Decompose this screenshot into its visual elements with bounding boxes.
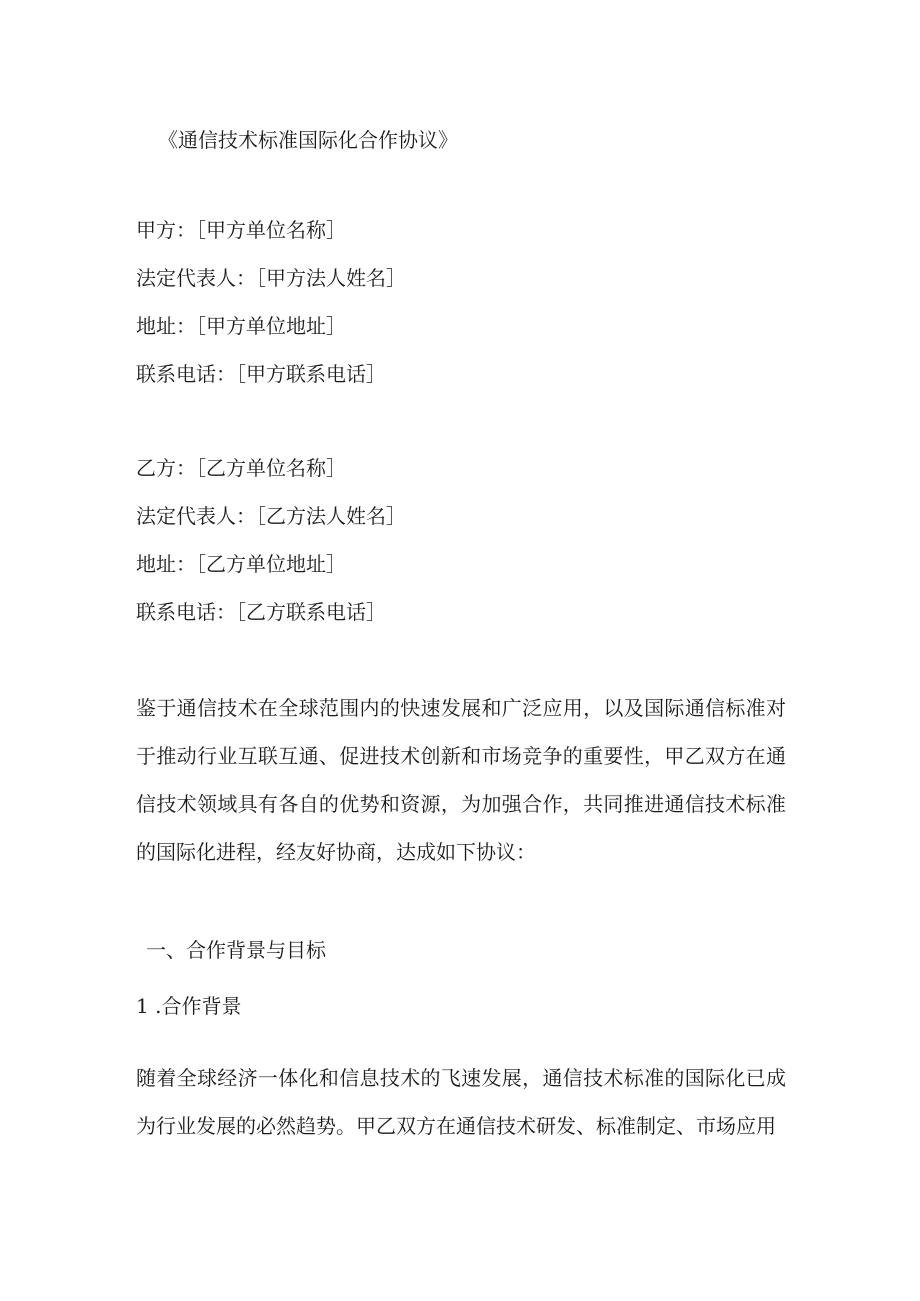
- party-a-phone: 联系电话：［甲方联系电话］: [136, 362, 386, 386]
- party-b-address: 地址：［乙方单位地址］: [136, 552, 346, 576]
- party-b-phone: 联系电话：［乙方联系电话］: [136, 600, 386, 624]
- subsection-heading: 1 .合作背景: [136, 994, 242, 1018]
- party-b-representative: 法定代表人：［乙方法人姓名］: [136, 504, 406, 528]
- section-heading: 一、合作背景与目标: [146, 938, 326, 962]
- document-title: 《通信技术标准国际化合作协议》: [158, 128, 458, 152]
- party-a-address: 地址：［甲方单位地址］: [136, 314, 346, 338]
- party-a-representative: 法定代表人：［甲方法人姓名］: [136, 266, 406, 290]
- party-b-name: 乙方：［乙方单位名称］: [136, 456, 346, 480]
- preamble-paragraph: 鉴于通信技术在全球范围内的快速发展和广泛应用，以及国际通信标准对于推动行业互联互通、促进技术创新和市场竞争的重要性，甲乙双方在通信技术领域具有各自的优势和资源，为加强合作，共同推进通信技术标准的国际化进程，经友好协商，达成如下协议：: [136, 696, 786, 864]
- party-a-name: 甲方：［甲方单位名称］: [136, 218, 346, 242]
- background-paragraph: 随着全球经济一体化和信息技术的飞速发展，通信技术标准的国际化已成为行业发展的必然趋势。甲乙双方在通信技术研发、标准制定、市场应用: [136, 1066, 786, 1138]
